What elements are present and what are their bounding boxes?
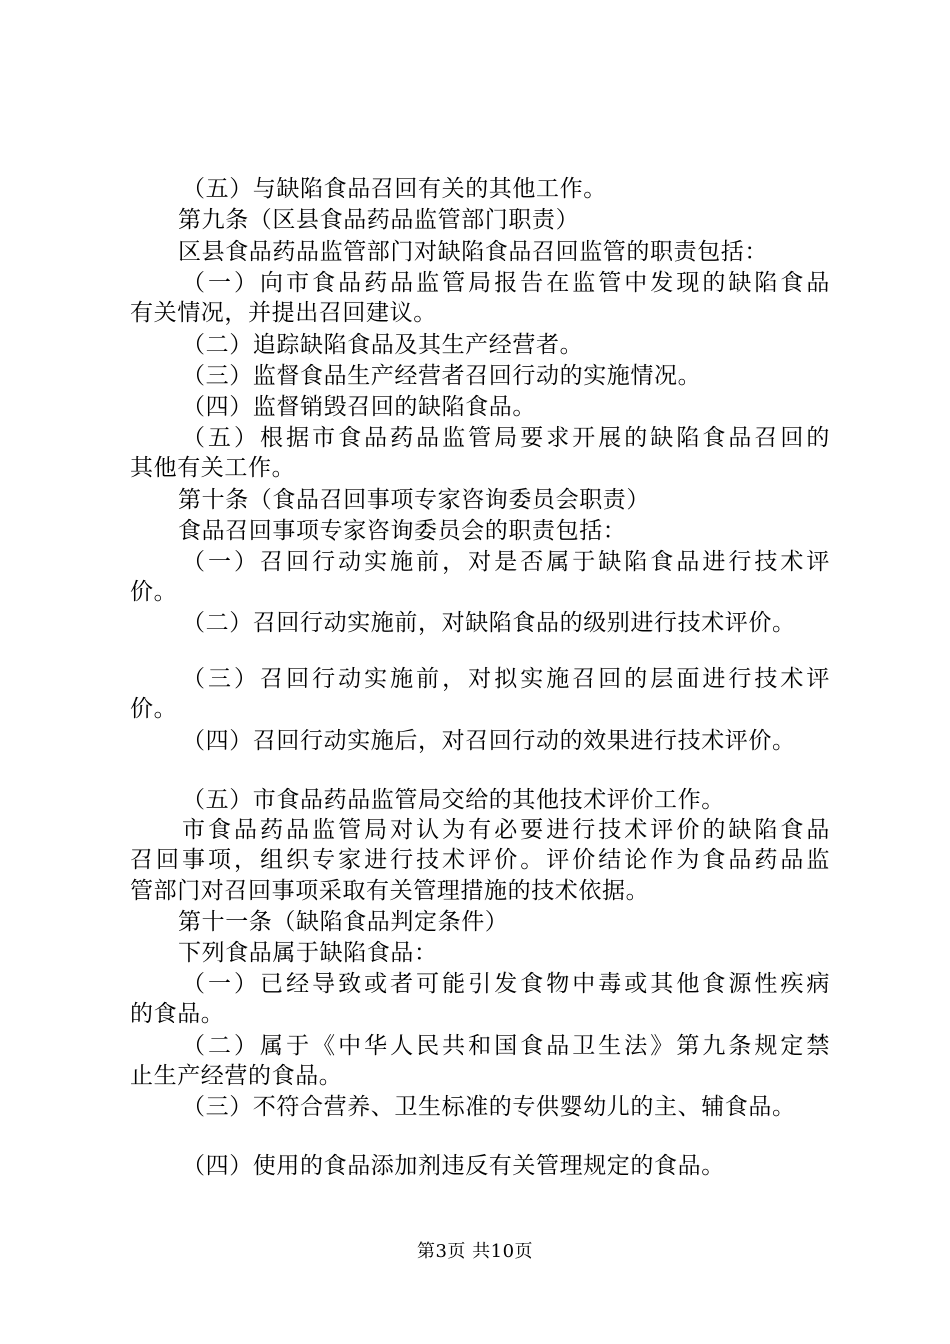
paragraph-line: （三）召回行动实施前，对拟实施召回的层面进行技术评 [182, 666, 830, 692]
paragraph-line: （五）市食品药品监管局交给的其他技术评价工作。 [182, 787, 725, 813]
paragraph-line: （一）召回行动实施前，对是否属于缺陷食品进行技术评 [182, 549, 830, 575]
paragraph-line: 止生产经营的食品。 [130, 1063, 343, 1089]
paragraph-line: （四）召回行动实施后，对召回行动的效果进行技术评价。 [182, 728, 796, 754]
paragraph-line: 食品召回事项专家咨询委员会的职责包括： [178, 518, 627, 544]
paragraph-line: 有关情况，并提出召回建议。 [130, 300, 437, 326]
article-heading-9: 第九条（区县食品药品监管部门职责） [178, 207, 580, 233]
page-number-footer: 第3页 共10页 [416, 1241, 534, 1262]
paragraph-line: 下列食品属于缺陷食品： [178, 940, 438, 966]
paragraph-line: （三）不符合营养、卫生标准的专供婴幼儿的主、辅食品。 [182, 1094, 796, 1120]
paragraph-line: （一）已经导致或者可能引发食物中毒或其他食源性疾病 [182, 971, 830, 997]
paragraph-line: （一）向市食品药品监管局报告在监管中发现的缺陷食品 [182, 270, 830, 296]
paragraph-line: （二）属于《中华人民共和国食品卫生法》第九条规定禁 [182, 1033, 830, 1059]
paragraph-line: （五）根据市食品药品监管局要求开展的缺陷食品召回的 [182, 425, 830, 451]
article-heading-10: 第十条（食品召回事项专家咨询委员会职责） [178, 487, 650, 513]
paragraph-line: （四）监督销毁召回的缺陷食品。 [182, 394, 536, 420]
paragraph-line: （二）追踪缺陷食品及其生产经营者。 [182, 332, 584, 358]
paragraph-line: 价。 [130, 696, 178, 722]
paragraph-line: 召回事项，组织专家进行技术评价。评价结论作为食品药品监 [130, 847, 830, 873]
paragraph-line: 的食品。 [130, 1001, 225, 1027]
paragraph-line: （五）与缺陷食品召回有关的其他工作。 [182, 176, 607, 202]
paragraph-line: 价。 [130, 579, 178, 605]
paragraph-line: 管部门对召回事项采取有关管理措施的技术依据。 [130, 878, 650, 904]
paragraph-line: 区县食品药品监管部门对缺陷食品召回监管的职责包括： [178, 239, 768, 265]
paragraph-line: （四）使用的食品添加剂违反有关管理规定的食品。 [182, 1153, 725, 1179]
paragraph-line: （二）召回行动实施前，对缺陷食品的级别进行技术评价。 [182, 610, 796, 636]
paragraph-line: （三）监督食品生产经营者召回行动的实施情况。 [182, 363, 702, 389]
paragraph-line: 市食品药品监管局对认为有必要进行技术评价的缺陷食品 [182, 817, 830, 843]
article-heading-11: 第十一条（缺陷食品判定条件） [178, 909, 509, 935]
paragraph-line: 其他有关工作。 [130, 455, 296, 481]
